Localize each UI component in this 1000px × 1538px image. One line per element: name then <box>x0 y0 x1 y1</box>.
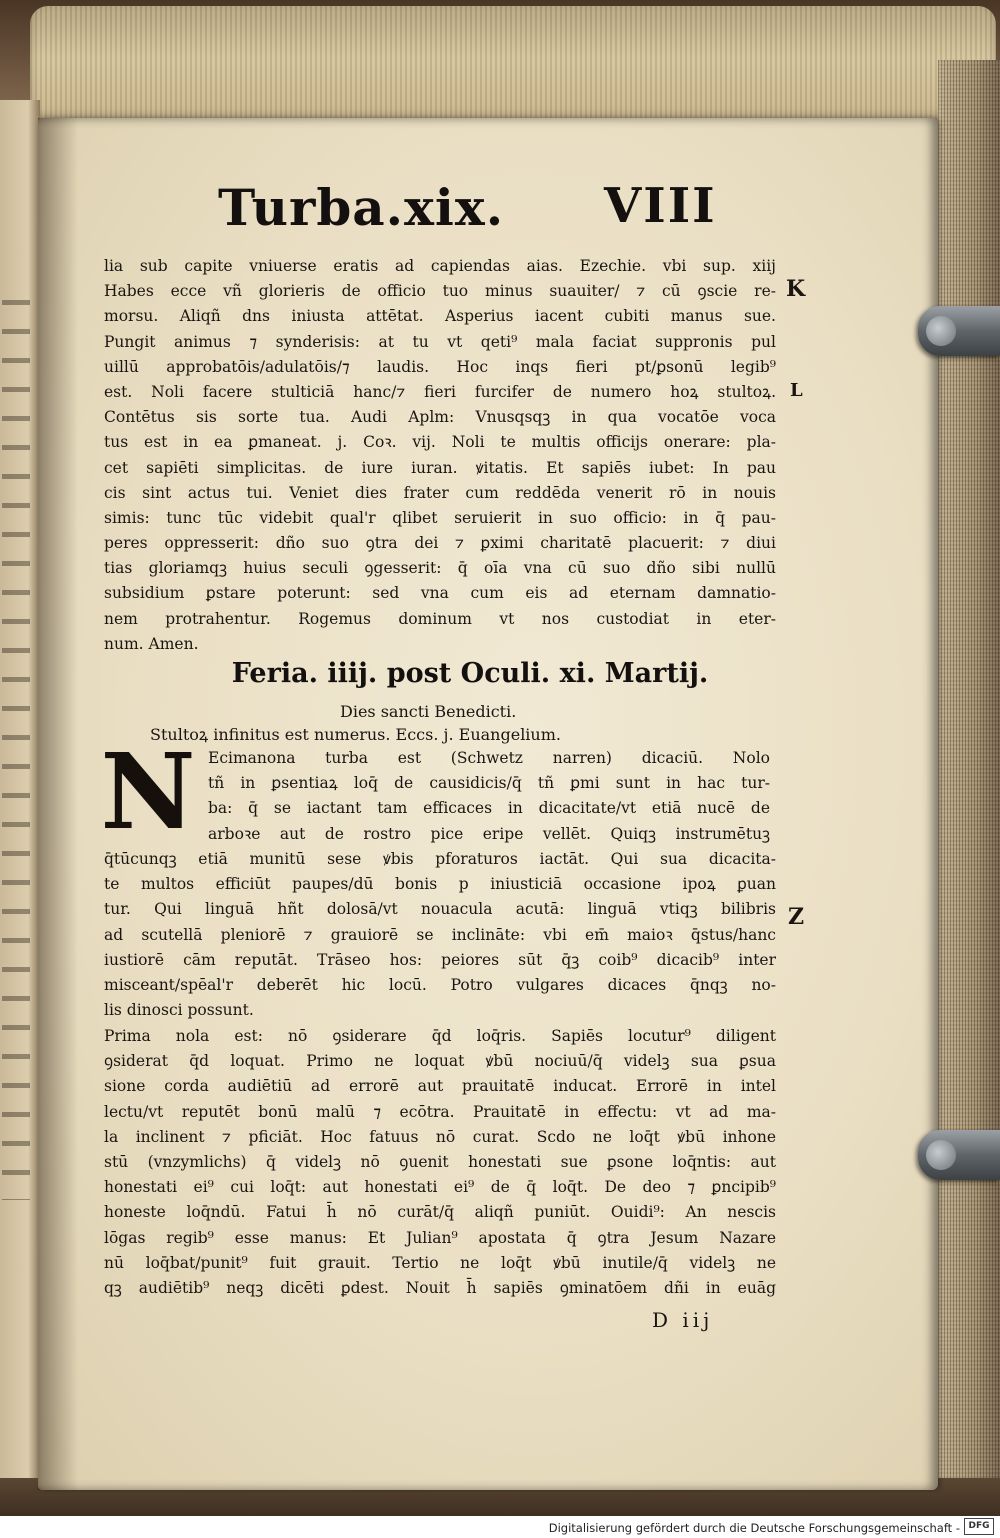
text-line: cis sint actus tui. Veniet dies frater cum reddēda venerit rō in nouis <box>104 483 776 502</box>
page-edges-top <box>30 6 996 122</box>
text-line: honeste loq̄ndū. Fatui h̄ nō curāt/q̄ aliqñ puniūt. Ouidi⁹: An nescis <box>104 1203 776 1222</box>
text-line: lōgas regib⁹ esse manus: Et Julian⁹ apostata q̄ ꝯtra Jesum Nazare <box>104 1228 776 1247</box>
text-line: sione corda audiētiū ad errorē aut prauitatē inducat. Errorē in intel <box>104 1077 776 1096</box>
running-head-title: Turba.xix. <box>218 178 505 237</box>
text-line: Pungit animus ⁊ synderisis: at tu vt qeti⁹ mala faciat suppronis pul <box>104 332 776 351</box>
text-line: ad scutellā pleniorē ⁊ grauiorē se inclināte: vbi em̄ maioꝛ q̄stus/hanc <box>104 925 776 944</box>
book-top-edge <box>0 0 1000 130</box>
margin-letter-z: Z <box>788 904 805 930</box>
text-line: iustiorē cām reputāt. Trāseo hos: peiores sūt q̄ꝫ coib⁹ dicacib⁹ inter <box>104 950 776 969</box>
text-line: tias gloriamqꝫ huius seculi ꝯgesserit: q̄ oīa vna cū suo dño sibi nullū <box>104 559 776 578</box>
text-line: te multos efficiūt paupes/dū bonis p iniusticiā occasione ipoꝝ ꝑuan <box>104 875 776 894</box>
text-line: qꝫ audiētib⁹ neqꝫ dicēti ꝑdest. Nouit h̄ sapiēs ꝯminatōem dñi in euāg <box>104 1278 776 1297</box>
text-line: misceant/spēal'r deberēt hic locū. Potro vulgares dicaces q̄nqꝫ no- <box>104 975 776 994</box>
text-line: cet sapiēti simplicitas. de iure iuran. ꝟitatis. Et sapiēs iubet: In pau <box>104 458 776 477</box>
margin-letter-l: L <box>790 380 803 401</box>
clasp-lower <box>918 1130 1000 1180</box>
text-line: tñ in ꝑsentiaꝝ loq̄ de causidicis/q̄ tñ ꝑmi sunt in hac tur- <box>208 774 770 793</box>
running-head <box>218 178 718 248</box>
signature-mark: D iij <box>652 1308 714 1332</box>
text-line: la inclinent ⁊ pficiāt. Hoc fatuus nō curat. Scdo ne loq̄t ꝟbū inhone <box>104 1127 776 1146</box>
gutter-shadow <box>38 118 78 1490</box>
text-line: morsu. Aliqñ dns iniusta attētat. Asperius iacent cubiti manus sue. <box>104 307 776 326</box>
text-line: nem protrahentur. Rogemus dominum vt nos custodiat in eter- <box>104 609 776 628</box>
text-block-section2 <box>104 847 776 1023</box>
section-heading: Feria. iiij. post Oculi. xi. Martij. <box>231 658 709 689</box>
text-line: Contētus sis sorte tua. Audi Aplm: Vnusqsqꝫ in qua vocatōe voca <box>104 408 776 427</box>
text-block-section3 <box>104 1024 776 1301</box>
text-line: nū loq̄bat/punit⁹ fuit grauit. Tertio ne loq̄t ꝟbū inutile/q̄ videlꝫ ne <box>104 1253 776 1272</box>
footer-bar <box>0 1516 1000 1538</box>
text-line: q̄tūcunqꝫ etiā munitū sese ꝟbis pforaturos iactāt. Qui sua dicacita- <box>104 850 776 868</box>
folio-number: VIII <box>604 178 717 234</box>
text-line: ba: q̄ se iactant tam efficaces in dicacitate/vt etiā nucē de <box>208 799 770 818</box>
margin-letter-k: K <box>786 276 806 302</box>
text-line: lis dinosci possunt. <box>104 1001 254 1020</box>
page-edges-right <box>938 60 1000 1480</box>
text-line: simis: tunc tūc videbit qual'r qlibet seruierit in suo officio: in q̄ pau- <box>104 508 776 527</box>
text-line: lia sub capite vniuerse eratis ad capiendas aias. Ezechie. vbi sup. xiij <box>104 257 776 275</box>
dfg-logo: DFG <box>964 1518 994 1535</box>
text-line: num. Amen. <box>104 634 199 653</box>
text-line: tur. Qui linguā hñt dolosā/vt nouacula acutā: linguā vtiqꝫ bilibris <box>104 900 776 919</box>
text-line: subsidium ꝑstare poterunt: sed vna cum eis ad eternam damnatio- <box>104 584 776 603</box>
text-line: honestati ei⁹ cui loq̄t: aut honestati ei⁹ de q̄ loq̄t. De deo ⁊ ꝑncipib⁹ <box>104 1178 776 1197</box>
text-line: tus est in ea ꝑmaneat. j. Coꝛ. vij. Noli te multis officijs onerare: pla- <box>104 433 776 452</box>
text-line: uillū approbatōis/adulatōis/⁊ laudis. Hoc inqs fieri pt/ꝑsonū legib⁹ <box>104 357 776 376</box>
text-line: Prima nola est: nō ꝯsiderare q̄d loq̄ris. Sapiēs locutur⁹ diligent <box>104 1027 776 1045</box>
text-line: lectu/vt reputēt bonū malū ⁊ ecōtra. Prauitatē in effectu: vt ad ma- <box>104 1102 776 1121</box>
section-subheading-text: Stultoꝝ infinitus est numerus. Eccs. j. Euangelium. <box>150 725 561 744</box>
text-line: Ecimanona turba est (Schwetz narren) dicaciū. Nolo <box>208 749 770 767</box>
text-line: est. Noli facere stulticiā hanc/⁊ fieri furcifer de numero hoꝝ stultoꝝ. <box>104 382 776 401</box>
text-line: stū (vnzymlichs) q̄ videlꝫ nō ꝯuenit honestati sue ꝑsone loq̄ntis: aut <box>104 1152 776 1171</box>
text-line: Habes ecce vñ glorieris de officio tuo minus suauiter/ ⁊ cū ꝯscie re- <box>104 282 776 301</box>
text-block-section1 <box>104 254 776 657</box>
text-block-section2-indented <box>208 746 770 847</box>
funding-notice: Digitalisierung gefördert durch die Deutsche Forschungsgemeinschaft - <box>548 1521 960 1535</box>
section-subheading-saint: Dies sancti Benedicti. <box>340 702 517 721</box>
facing-page-strip <box>0 100 40 1480</box>
text-line: peres oppresserit: dño suo ꝯtra dei ⁊ ꝑximi charitatē placuerit: ⁊ diui <box>104 534 776 553</box>
clasp-upper <box>918 306 1000 356</box>
text-line: arboꝛe aut de rostro pice eripe vellēt. Quiqꝫ instrumētuꝫ <box>208 824 770 843</box>
text-line: ꝯsiderat q̄d loquat. Primo ne loquat ꝟbū nociuū/q̄ videlꝫ sua ꝑsua <box>104 1052 776 1071</box>
decorated-initial: N <box>100 730 196 853</box>
